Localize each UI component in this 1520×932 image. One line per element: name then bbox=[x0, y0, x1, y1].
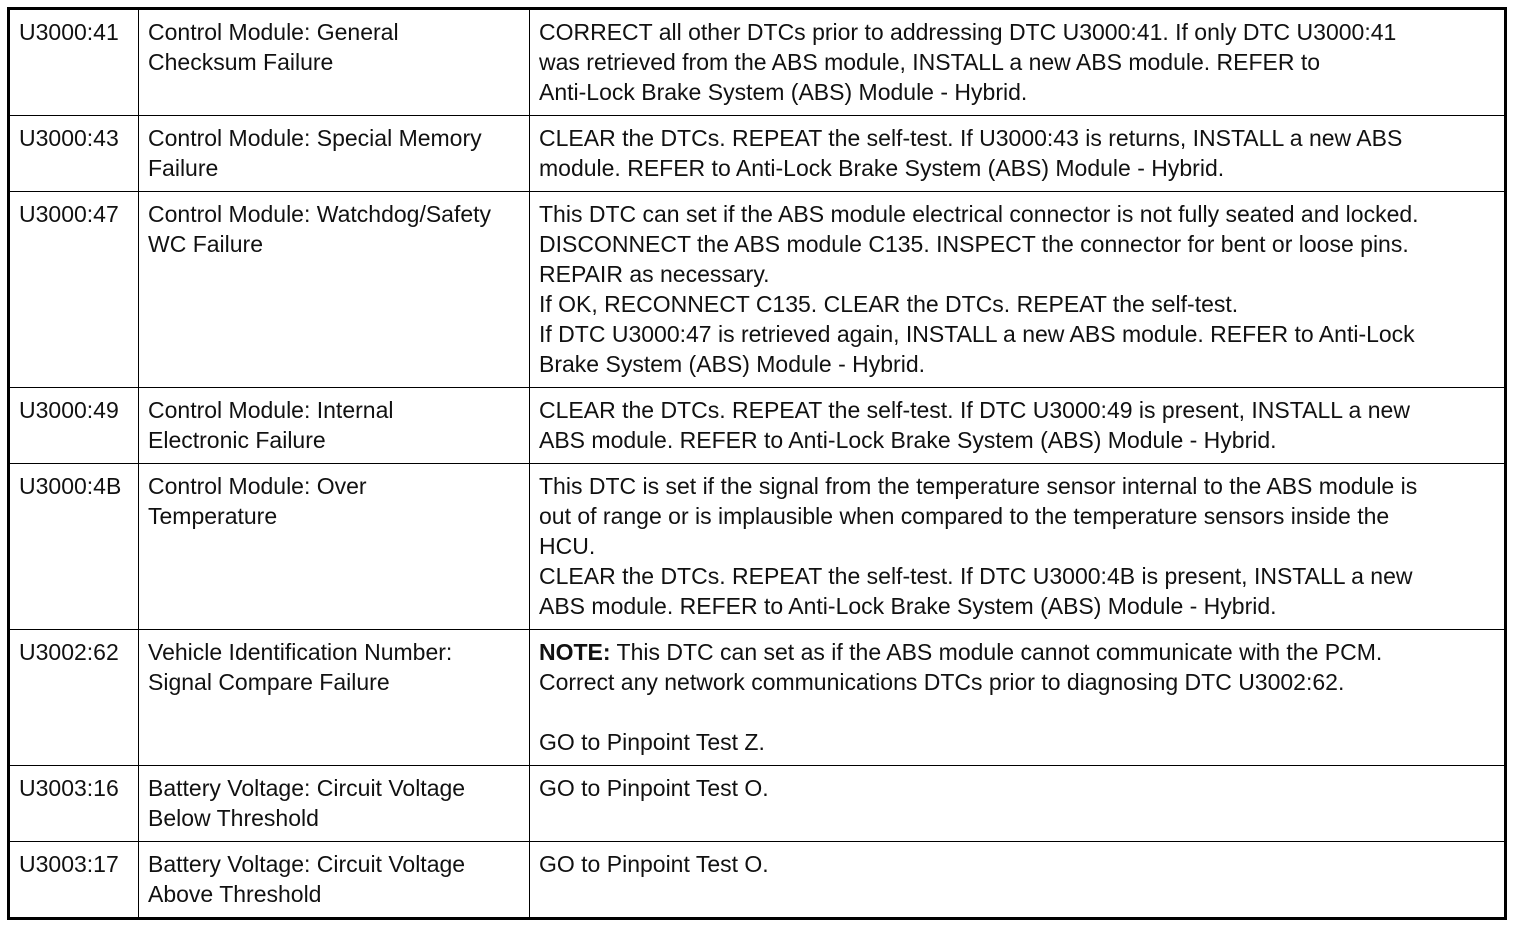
table-row bbox=[9, 630, 1506, 766]
dtc-description-cell bbox=[139, 842, 530, 919]
dtc-action-line: GO to Pinpoint Test O. bbox=[539, 775, 769, 801]
dtc-action-cell bbox=[530, 192, 1506, 388]
dtc-action-line: CLEAR the DTCs. REPEAT the self-test. If DTC U3000:4B is present, INSTALL a new bbox=[539, 563, 1413, 589]
dtc-description-cell bbox=[139, 116, 530, 192]
dtc-description-line: Control Module: Special Memory bbox=[148, 125, 482, 151]
dtc-description-line: Electronic Failure bbox=[148, 427, 326, 453]
table-row bbox=[9, 116, 1506, 192]
dtc-action-line: DISCONNECT the ABS module C135. INSPECT the connector for bent or loose pins. bbox=[539, 231, 1409, 257]
table-row bbox=[9, 9, 1506, 116]
table-row bbox=[9, 766, 1506, 842]
dtc-description-line: Control Module: General bbox=[148, 19, 399, 45]
dtc-code-cell bbox=[9, 388, 139, 464]
dtc-code: U3000:49 bbox=[19, 397, 119, 423]
dtc-code-cell bbox=[9, 192, 139, 388]
dtc-action-line: HCU. bbox=[539, 533, 596, 559]
dtc-action-line: CLEAR the DTCs. REPEAT the self-test. If DTC U3000:49 is present, INSTALL a new bbox=[539, 397, 1410, 423]
dtc-description-line: Failure bbox=[148, 155, 219, 181]
dtc-action-cell bbox=[530, 464, 1506, 630]
dtc-action-line: Correct any network communications DTCs prior to diagnosing DTC U3002:62. bbox=[539, 669, 1345, 695]
dtc-code: U3002:62 bbox=[19, 639, 119, 665]
dtc-action-line: GO to Pinpoint Test O. bbox=[539, 851, 769, 877]
dtc-code-cell bbox=[9, 464, 139, 630]
dtc-action-line: Anti-Lock Brake System (ABS) Module - Hybrid. bbox=[539, 79, 1028, 105]
dtc-description-line: Battery Voltage: Circuit Voltage bbox=[148, 851, 466, 877]
dtc-description-line: Signal Compare Failure bbox=[148, 669, 390, 695]
dtc-code: U3000:41 bbox=[19, 19, 119, 45]
dtc-action-line: was retrieved from the ABS module, INSTALL a new ABS module. REFER to bbox=[539, 49, 1321, 75]
dtc-description-cell bbox=[139, 9, 530, 116]
dtc-description-line: Above Threshold bbox=[148, 881, 322, 907]
dtc-action-cell bbox=[530, 630, 1506, 766]
table-row bbox=[9, 842, 1506, 919]
table-row bbox=[9, 388, 1506, 464]
note-label: NOTE: bbox=[539, 639, 611, 665]
dtc-action-line: CORRECT all other DTCs prior to addressing DTC U3000:41. If only DTC U3000:41 bbox=[539, 19, 1397, 45]
dtc-action-line: REPAIR as necessary. bbox=[539, 261, 770, 287]
dtc-description-line: Checksum Failure bbox=[148, 49, 334, 75]
dtc-action-line: This DTC is set if the signal from the temperature sensor internal to the ABS module is bbox=[539, 473, 1418, 499]
dtc-description-cell bbox=[139, 388, 530, 464]
dtc-description-line: Temperature bbox=[148, 503, 278, 529]
dtc-action-line: out of range or is implausible when compared to the temperature sensors inside the bbox=[539, 503, 1390, 529]
dtc-description-cell bbox=[139, 766, 530, 842]
dtc-action-cell bbox=[530, 116, 1506, 192]
dtc-code: U3000:43 bbox=[19, 125, 119, 151]
dtc-action-line bbox=[539, 637, 1496, 667]
dtc-description-cell bbox=[139, 630, 530, 766]
dtc-action-cell bbox=[530, 766, 1506, 842]
dtc-description-line: Control Module: Watchdog/Safety bbox=[148, 201, 492, 227]
dtc-code-cell bbox=[9, 630, 139, 766]
dtc-description-line: Control Module: Over bbox=[148, 473, 367, 499]
dtc-action-line: ABS module. REFER to Anti-Lock Brake System (ABS) Module - Hybrid. bbox=[539, 427, 1277, 453]
dtc-description-line: Battery Voltage: Circuit Voltage bbox=[148, 775, 466, 801]
dtc-action-line: Brake System (ABS) Module - Hybrid. bbox=[539, 351, 926, 377]
dtc-description-line: Below Threshold bbox=[148, 805, 319, 831]
dtc-code: U3000:4B bbox=[19, 473, 122, 499]
table-row bbox=[9, 192, 1506, 388]
dtc-action-line bbox=[539, 697, 1496, 727]
dtc-description-line: Control Module: Internal bbox=[148, 397, 394, 423]
dtc-action-line: module. REFER to Anti-Lock Brake System (ABS) Module - Hybrid. bbox=[539, 155, 1225, 181]
dtc-action-cell bbox=[530, 9, 1506, 116]
dtc-description-cell bbox=[139, 192, 530, 388]
dtc-description-line: Vehicle Identification Number: bbox=[148, 639, 453, 665]
note-text: This DTC can set as if the ABS module cannot communicate with the PCM. bbox=[610, 639, 1383, 665]
dtc-code-cell bbox=[9, 9, 139, 116]
dtc-code-cell bbox=[9, 766, 139, 842]
dtc-table bbox=[7, 7, 1507, 920]
dtc-description-cell bbox=[139, 464, 530, 630]
dtc-action-cell bbox=[530, 388, 1506, 464]
dtc-code: U3003:16 bbox=[19, 775, 119, 801]
table-row bbox=[9, 464, 1506, 630]
dtc-description-line: WC Failure bbox=[148, 231, 264, 257]
dtc-action-line: ABS module. REFER to Anti-Lock Brake System (ABS) Module - Hybrid. bbox=[539, 593, 1277, 619]
dtc-code-cell bbox=[9, 116, 139, 192]
dtc-action-line: If DTC U3000:47 is retrieved again, INSTALL a new ABS module. REFER to Anti-Lock bbox=[539, 321, 1415, 347]
dtc-code: U3003:17 bbox=[19, 851, 119, 877]
dtc-code: U3000:47 bbox=[19, 201, 119, 227]
dtc-action-cell bbox=[530, 842, 1506, 919]
dtc-action-line: GO to Pinpoint Test Z. bbox=[539, 729, 765, 755]
dtc-action-line: This DTC can set if the ABS module electrical connector is not fully seated and locked. bbox=[539, 201, 1419, 227]
dtc-action-line: If OK, RECONNECT C135. CLEAR the DTCs. REPEAT the self-test. bbox=[539, 291, 1239, 317]
dtc-action-line: CLEAR the DTCs. REPEAT the self-test. If U3000:43 is returns, INSTALL a new ABS bbox=[539, 125, 1403, 151]
dtc-code-cell bbox=[9, 842, 139, 919]
